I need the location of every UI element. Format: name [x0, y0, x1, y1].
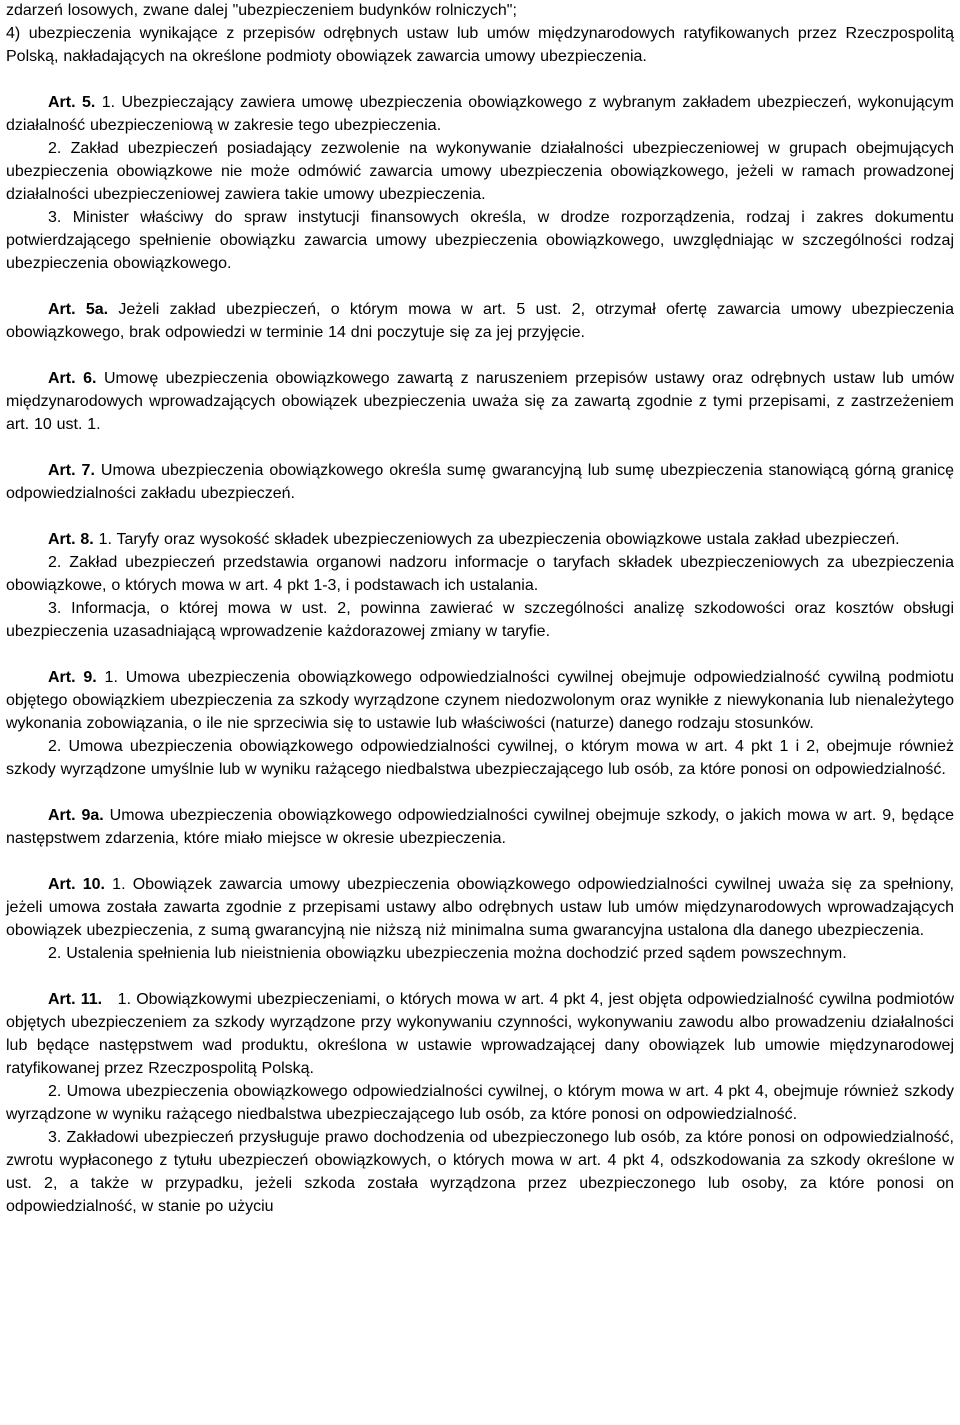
article-5: [6, 91, 954, 275]
article-paragraph: Art. 6. Umowę ubezpieczenia obowiązkowego zawartą z naruszeniem przepisów ustawy oraz odrębnych ustaw lub umów międzynarodowych wprowadzających obowiązek ubezpieczenia uważa się za zawartą zgodnie z tymi przepisami, z zastrzeżeniem art. 10 ust. 1.: [6, 370, 954, 433]
article-label: Art. 7.: [48, 462, 95, 479]
article-paragraph: 2. Ustalenia spełnienia lub nieistnienia obowiązku ubezpieczenia można dochodzić przed sądem powszechnym.: [48, 945, 847, 962]
article-paragraph: Art. 9. 1. Umowa ubezpieczenia obowiązkowego odpowiedzialności cywilnej obejmuje odpowiedzialność cywilną podmiotu objętego obowiązkiem ubezpieczenia za szkody wyrządzone czynem niedozwolonym oraz wynikłe z niewykonania lub nienależytego wykonania zobowiązania, o ile nie sprzeciwia się to ustawie lub właściwości (naturze) danego rodzaju stosunków.: [6, 669, 954, 732]
article-label: Art. 5.: [48, 94, 96, 111]
article-label: Art. 8.: [48, 531, 94, 548]
article-paragraph: 3. Minister właściwy do spraw instytucji finansowych określa, w drodze rozporządzenia, rodzaj i zakres dokumentu potwierdzającego spełnienie obowiązku zawarcia umowy ubezpieczenia obowiązkowego, uwzględniając w szczególności rodzaj ubezpieczenia obowiązkowego.: [6, 209, 954, 272]
article-paragraph: 2. Zakład ubezpieczeń posiadający zezwolenie na wykonywanie działalności ubezpieczeniowej w grupach obejmujących ubezpieczenia obowiązkowe nie może odmówić zawarcia umowy ubezpieczenia obowiązkowego, jeżeli w ramach prowadzonej działalności ubezpieczeniowej zawiera takie umowy ubezpieczenia.: [6, 140, 954, 203]
article-paragraph: Art. 8. 1. Taryfy oraz wysokość składek ubezpieczeniowych za ubezpieczenia obowiązkowe ustala zakład ubezpieczeń.: [48, 531, 900, 548]
article-label: Art. 9a.: [48, 807, 104, 824]
article-paragraph: 2. Umowa ubezpieczenia obowiązkowego odpowiedzialności cywilnej, o którym mowa w art. 4 pkt 1 i 2, obejmuje również szkody wyrządzone umyślnie lub w wyniku rażącego niedbalstwa ubezpieczającego lub osób, za które ponosi on odpowiedzialność.: [6, 738, 954, 778]
article-10: [6, 873, 954, 965]
article-paragraph: Art. 10. 1. Obowiązek zawarcia umowy ubezpieczenia obowiązkowego odpowiedzialności cywilnej uważa się za spełniony, jeżeli umowa została zawarta zgodnie z przepisami ustawy albo odrębnych ustaw lub umów międzynarodowych wprowadzających obowiązek ubezpieczenia, z sumą gwarancyjną nie niższą niż minimalna suma gwarancyjna ustalona dla danego ubezpieczenia.: [6, 876, 954, 939]
article-6: [6, 367, 954, 436]
article-paragraph: Art. 9a. Umowa ubezpieczenia obowiązkowego odpowiedzialności cywilnej obejmuje szkody, o jakich mowa w art. 9, będące następstwem zdarzenia, które miało miejsce w okresie ubezpieczenia.: [6, 807, 954, 847]
article-label: Art. 11.: [48, 991, 103, 1008]
article-paragraph: 3. Informacja, o której mowa w ust. 2, powinna zawierać w szczególności analizę szkodowości oraz kosztów obsługi ubezpieczenia uzasadniającą wprowadzenie każdorazowej zmiany w taryfie.: [6, 600, 954, 640]
article-9: [6, 666, 954, 781]
article-paragraph: 2. Umowa ubezpieczenia obowiązkowego odpowiedzialności cywilnej, o którym mowa w art. 4 pkt 4, obejmuje również szkody wyrządzone w wyniku rażącego niedbalstwa ubezpieczającego lub osób, za które ponosi on odpowiedzialność.: [6, 1083, 954, 1123]
article-label: Art. 6.: [48, 370, 97, 387]
continued-fragment-line-1: zdarzeń losowych, zwane dalej "ubezpieczeniem budynków rolniczych";: [6, 2, 517, 19]
article-paragraph: 2. Zakład ubezpieczeń przedstawia organowi nadzoru informacje o taryfach składek ubezpieczeniowych za ubezpieczenia obowiązkowe, o których mowa w art. 4 pkt 1-3, i podstawach ich ustalania.: [6, 554, 954, 594]
article-paragraph: Art. 7. Umowa ubezpieczenia obowiązkowego określa sumę gwarancyjną lub sumę ubezpieczenia stanowiącą górną granicę odpowiedzialności zakładu ubezpieczeń.: [6, 462, 954, 502]
article-7: [6, 459, 954, 505]
article-11: [6, 988, 954, 1218]
article-label: Art. 10.: [48, 876, 105, 893]
article-5a: [6, 298, 954, 344]
article-label: Art. 5a.: [48, 301, 109, 318]
article-paragraph: 3. Zakładowi ubezpieczeń przysługuje prawo dochodzenia od ubezpieczonego lub osób, za które ponosi on odpowiedzialność, zwrotu wypłaconego z tytułu ubezpieczeń obowiązkowych, o których mowa w art. 4 pkt 4, odszkodowania za szkody określone w ust. 2, a także w przypadku, jeżeli szkoda została wyrządzona przez ubezpieczonego lub osoby, za które ponosi on odpowiedzialność, w stanie po użyciu: [6, 1129, 954, 1215]
article-8: [6, 528, 954, 643]
article-paragraph: Art. 5a. Jeżeli zakład ubezpieczeń, o którym mowa w art. 5 ust. 2, otrzymał ofertę zawarcia umowy ubezpieczenia obowiązkowego, brak odpowiedzi w terminie 14 dni poczytuje się za jej przyjęcie.: [6, 301, 954, 341]
continued-item-4: 4) ubezpieczenia wynikające z przepisów odrębnych ustaw lub umów międzynarodowych ratyfikowanych przez Rzeczpospolitą Polską, nakładających na określone podmioty obowiązek zawarcia umowy ubezpieczenia.: [6, 25, 954, 65]
article-label: Art. 9.: [48, 669, 97, 686]
article-9a: [6, 804, 954, 850]
article-paragraph: Art. 11. 1. Obowiązkowymi ubezpieczeniami, o których mowa w art. 4 pkt 4, jest objęta odpowiedzialność cywilna podmiotów objętych ubezpieczeniem za szkody wyrządzone przy wykonywaniu czynności, wykonywaniu zawodu albo prowadzeniu działalności lub będące następstwem wad produktu, określona w ustawie wprowadzającej dany obowiązek lub umowie międzynarodowej ratyfikowanej przez Rzeczpospolitą Polską.: [6, 991, 955, 1077]
article-paragraph: Art. 5. 1. Ubezpieczający zawiera umowę ubezpieczenia obowiązkowego z wybranym zakładem ubezpieczeń, wykonującym działalność ubezpieczeniową w zakresie tego ubezpieczenia.: [6, 94, 954, 134]
